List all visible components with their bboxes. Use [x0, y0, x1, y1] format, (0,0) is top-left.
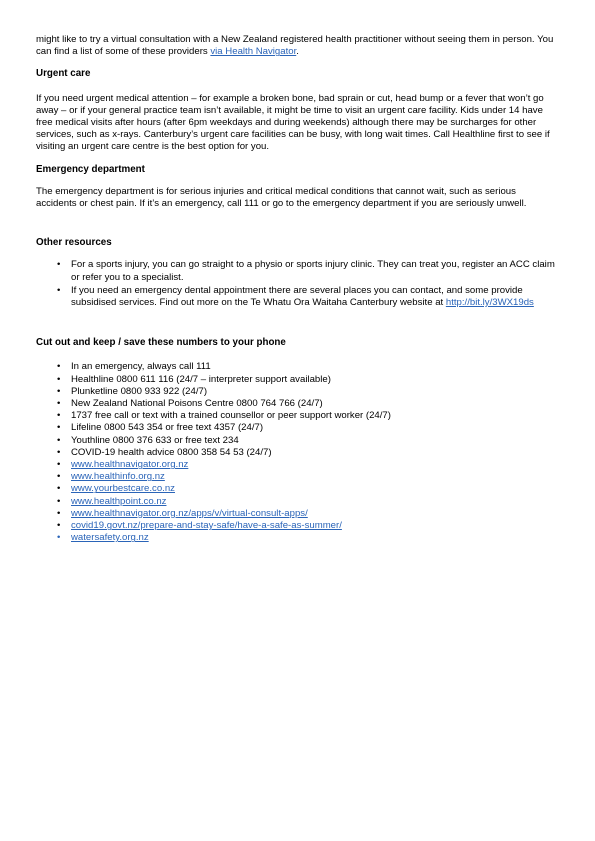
emergency-department-paragraph: The emergency department is for serious injuries and critical medical conditions that cannot wait, such as serious accidents or chest pain. If it’s an emergency, call 111 or go to the emergency department if you are seriously unwell. [36, 185, 527, 210]
other-resources-heading: Other resources [36, 237, 112, 249]
urgent-care-paragraph: If you need urgent medical attention – for example a broken bone, bad sprain or cut, head bump or a fever that won’t go away – or if your general practice team isn’t available, it might be time to visit an urgent care facility. Kids under 14 have free medical visits after hours (after 6pm weekdays and during weekends) although there may be surcharges for other services, such as x-rays. Canterbury’s urgent care facilities can be busy, with long wait times. Call Healthline first to see if visiting an urgent care centre is the best option for you. [36, 92, 550, 153]
list-item: • If you need an emergency dental appointment there are several places you can contact, and some provide subsidised services. Find out more on the Te Whatu Ora Waitaha Canterbury website at http://bit.ly/3WX19ds [36, 285, 555, 309]
list-item: • Healthline 0800 611 116 (24/7 – interpreter support available) [36, 374, 555, 386]
save-numbers-heading: Cut out and keep / save these numbers to your phone [36, 337, 286, 349]
list-item [36, 508, 555, 520]
list-item [36, 471, 555, 483]
intro-paragraph: might like to try a virtual consultation with a New Zealand registered health practitioner without seeing them in person. You can find a list of some of these providers via Health Navigator. [36, 34, 554, 58]
healthinfo-link[interactable]: www.healthinfo.org.nz [71, 471, 165, 483]
phone-numbers-list [36, 361, 555, 544]
other-resources-list [36, 259, 555, 309]
urgent-care-heading: Urgent care [36, 68, 91, 80]
list-item: • In an emergency, always call 111 [36, 361, 555, 373]
list-item: • COVID-19 health advice 0800 358 54 53 (24/7) [36, 447, 555, 459]
emergency-department-heading: Emergency department [36, 163, 145, 175]
yourbestcare-link[interactable]: www.yourbestcare.co.nz [71, 483, 175, 495]
list-item: • Plunketline 0800 933 922 (24/7) [36, 386, 555, 398]
list-item [36, 483, 555, 495]
list-item [36, 496, 555, 508]
health-navigator-link[interactable]: via Health Navigator [210, 46, 297, 58]
virtual-consult-apps-link[interactable]: www.healthnavigator.org.nz/apps/v/virtual-consult-apps/ [71, 507, 308, 519]
list-item: • Youthline 0800 376 633 or free text 234 [36, 435, 555, 447]
healthpoint-link[interactable]: www.healthpoint.co.nz [71, 495, 167, 507]
list-item [36, 532, 555, 544]
list-item [36, 459, 555, 471]
dental-info-link[interactable]: http://bit.ly/3WX19ds [445, 297, 534, 309]
healthnavigator-link[interactable]: www.healthnavigator.org.nz [71, 459, 189, 471]
covid19-summer-link[interactable]: covid19.govt.nz/prepare-and-stay-safe/have-a-safe-as-summer/ [71, 520, 342, 532]
list-item: • 1737 free call or text with a trained counsellor or peer support worker (24/7) [36, 410, 555, 422]
list-item [36, 520, 555, 532]
list-item: • For a sports injury, you can go straight to a physio or sports injury clinic. They can treat you, register an ACC claim or refer you to a specialist. [36, 259, 555, 283]
list-item: • New Zealand National Poisons Centre 0800 764 766 (24/7) [36, 398, 555, 410]
watersafety-link[interactable]: watersafety.org.nz [71, 532, 149, 544]
list-item: • Lifeline 0800 543 354 or free text 4357 (24/7) [36, 422, 555, 434]
